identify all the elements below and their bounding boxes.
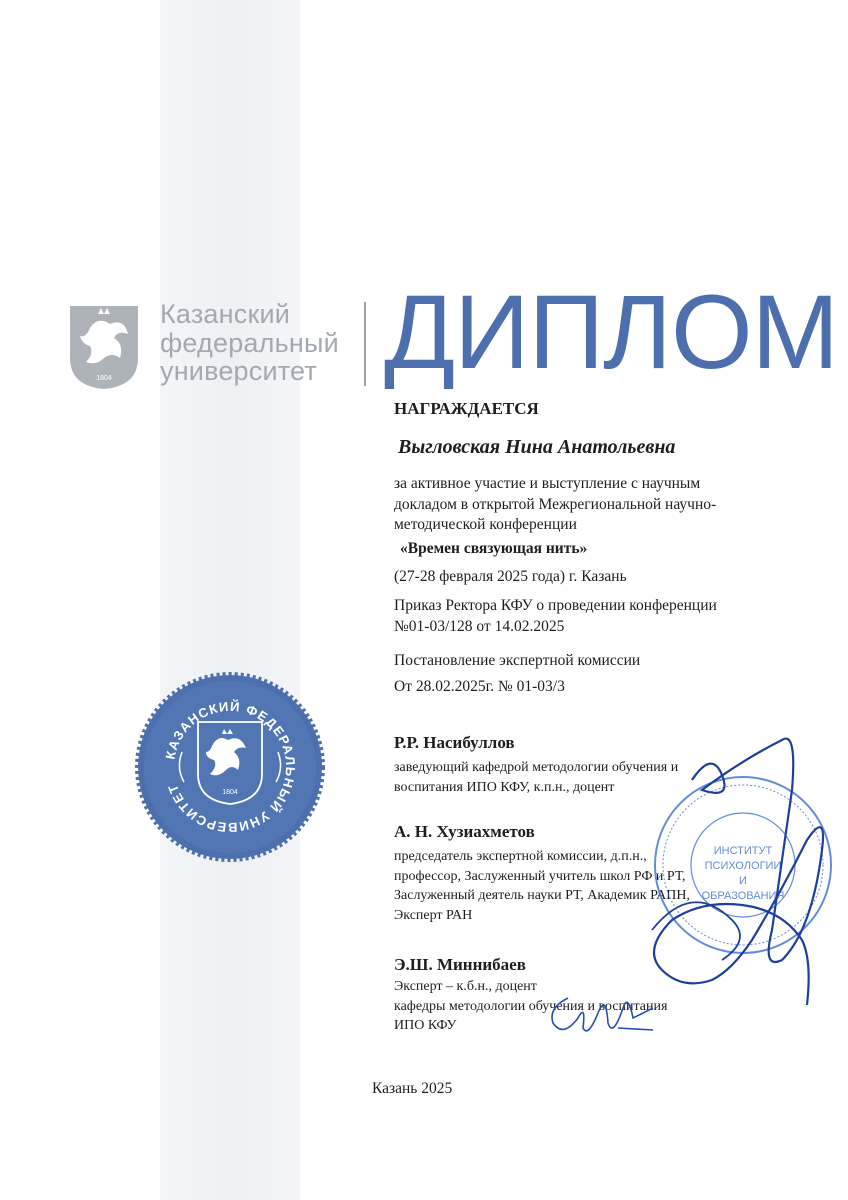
signatory-role-line: Эксперт – к.б.н., доцент	[394, 979, 537, 994]
signatory-role-line: председатель экспертной комиссии, д.п.н.,	[394, 849, 647, 864]
awarded-label: НАГРАЖДАЕТСЯ	[394, 399, 539, 418]
rector-order-line: Приказ Ректора КФУ о проведении конференции	[394, 597, 717, 614]
conference-name: «Времен связующая нить»	[400, 540, 588, 557]
svg-text:ИНСТИТУТ: ИНСТИТУТ	[713, 845, 773, 857]
signatory-role-line: заведующий кафедрой методологии обучения и	[394, 760, 679, 775]
university-name-line: федеральный	[160, 327, 339, 358]
city-year: Казань 2025	[372, 1080, 453, 1097]
award-reason	[394, 474, 716, 536]
award-reason-line: за активное участие и выступление с научным	[394, 475, 701, 492]
rector-order	[394, 596, 717, 637]
signature-minnibaev	[528, 968, 658, 1048]
rector-order-line: №01-03/128 от 14.02.2025	[394, 617, 565, 635]
university-seal	[132, 672, 328, 862]
seal-year: 1804	[222, 789, 238, 796]
logo-year: 1804	[96, 375, 112, 382]
signatory-name: А. Н. Хузиахметов	[394, 822, 535, 841]
svg-text:ПСИХОЛОГИИ: ПСИХОЛОГИИ	[704, 860, 782, 872]
recipient-name: Выгловская Нина Анатольевна	[398, 436, 676, 458]
conference-dates: (27-28 февраля 2025 года) г. Казань	[394, 568, 627, 585]
svg-text:ОБРАЗОВАНИЯ: ОБРАЗОВАНИЯ	[701, 890, 785, 902]
university-logo-icon	[68, 304, 140, 390]
award-reason-line: докладом в открытой Межрегиональной научно-	[394, 495, 717, 513]
award-reason-line: методической конференции	[394, 516, 577, 533]
signature-main	[632, 730, 842, 1010]
decree-value: От 28.02.2025г. № 01-03/3	[394, 678, 565, 695]
signatory-role-line: Заслуженный деятель науки РТ, Академик РАПН,	[394, 888, 690, 903]
signatory-name: Э.Ш. Миннибаев	[394, 955, 526, 974]
university-name-line: университет	[160, 356, 317, 386]
background-strip	[160, 0, 300, 1200]
svg-text:И: И	[739, 875, 747, 887]
signatory-role-line: ИПО КФУ	[394, 1018, 457, 1033]
signatory-role-line: кафедры методологии обучения и воспитания	[394, 998, 668, 1014]
university-name-line: Казанский	[160, 299, 291, 329]
university-name	[160, 300, 339, 386]
header-divider	[364, 302, 366, 386]
signatory-name: Р.Р. Насибуллов	[394, 733, 515, 752]
decree-title: Постановление экспертной комиссии	[394, 652, 641, 669]
signatory-role-line: Эксперт РАН	[394, 907, 473, 923]
seal-ring-text: КАЗАНСКИЙ ФЕДЕРАЛЬНЫЙ УНИВЕРСИТЕТ	[162, 698, 299, 836]
signatory-role-line: воспитания ИПО КФУ, к.п.н., доцент	[394, 780, 615, 795]
document-title: ДИПЛОМ	[384, 274, 839, 391]
signatory-role-line: профессор, Заслуженный учитель школ РФ и РТ,	[394, 868, 686, 884]
